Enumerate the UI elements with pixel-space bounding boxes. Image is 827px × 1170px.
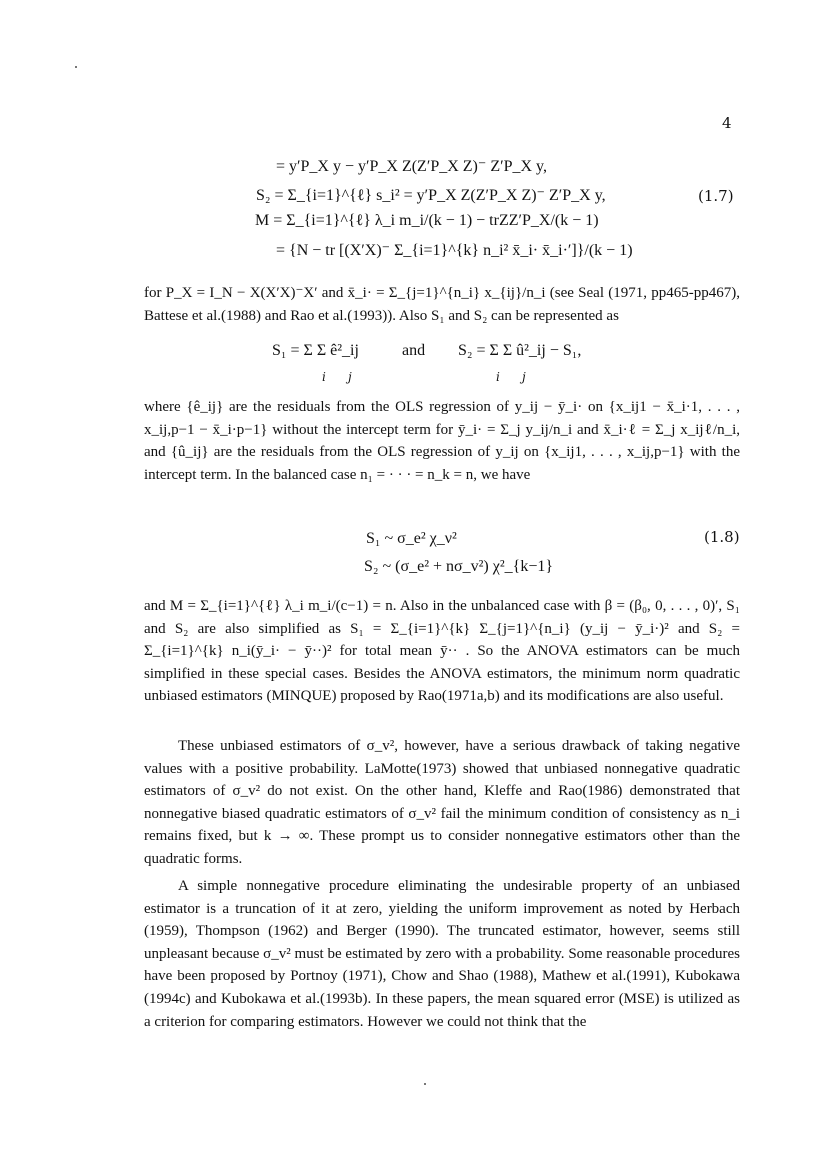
and-word: and bbox=[402, 342, 426, 359]
equation-1-7-line-2: S₂ = Σ_{i=1}^{ℓ} s_i² = y′P_X Z(Z′P_X Z)⁻ Z′P_X y, bbox=[256, 187, 606, 204]
page-number: 4 bbox=[722, 114, 732, 132]
equation-1-8-line-1: S₁ ~ σ_e² χ_ν² bbox=[366, 530, 457, 547]
sum-index-j: j bbox=[522, 370, 526, 384]
sum-index-i: i bbox=[322, 370, 326, 384]
sum-index-j: j bbox=[348, 370, 352, 384]
paragraph-3: and M = Σ_{i=1}^{ℓ} λ_i m_i/(c−1) = n. Also in the unbalanced case with β = (β₀, 0, . . . , 0)′, S₁ and S₂ are also simplified as S₁ = Σ_{i=1}^{k} Σ_{j=1}^{n_i} (y_ij − ȳ_i·)² and S₂ = Σ_{i=1}^{k} n_i(ȳ_i· − ȳ··)² for total mean ȳ·· . So the ANOVA estimators can be much simplified in these special cases. Besides the ANOVA estimators, the minimum norm quadratic unbiased estimators (MINQUE) proposed by Rao(1971a,b) and its modifications are also useful. bbox=[144, 598, 740, 705]
scan-speck bbox=[424, 1083, 426, 1085]
equation-1-7-line-1: = y′P_X y − y′P_X Z(Z′P_X Z)⁻ Z′P_X y, bbox=[276, 158, 548, 175]
equation-1-7-line-4: = {N − tr [(X′X)⁻ Σ_{i=1}^{k} n_i² x̄_i· x̄_i·′]}/(k − 1) bbox=[276, 242, 633, 259]
paragraph-4: These unbiased estimators of σ_v², however, have a serious drawback of taking negative values with a positive probability. LaMotte(1973) showed that unbiased nonnegative quadratic estimators of σ_v² do not exist. On the other hand, Kleffe and Rao(1986) demonstrated that nonnegative biased quadratic estimators of σ_v² fail the minimum condition of consistency as n_i remains fixed, but k → ∞. These prompt us to consider nonnegative estimators other than the quadratic forms. bbox=[144, 738, 740, 867]
equation-1-7-tag: (1.7) bbox=[698, 187, 734, 205]
equation-1-8-line-2: S₂ ~ (σ_e² + nσ_v²) χ²_{k−1} bbox=[364, 558, 554, 575]
paragraph-2: where {ê_ij} are the residuals from the OLS regression of y_ij − ȳ_i· on {x_ij1 − x̄_i·1, . . . , x_ij,p−1 − x̄_i·p−1} without the intercept term for ȳ_i· = Σ_j y_ij/n_i and x̄_i·ℓ = Σ_j x_ijℓ/n_i, and {û_ij} are the residuals from the OLS regression of y_ij on {x_ij1, . . . , x_ij,p−1} with the intercept term. In the balanced case n₁ = · · · = n_k = n, we have bbox=[144, 399, 740, 483]
scan-speck bbox=[75, 66, 77, 68]
s2-sum-expression: S₂ = Σ Σ û²_ij − S₁, bbox=[458, 342, 582, 359]
equation-1-8-tag: (1.8) bbox=[704, 528, 740, 546]
paragraph-5: A simple nonnegative procedure eliminating the undesirable property of an unbiased estimator is a truncation of it at zero, yielding the uniform improvement as noted by Herbach (1959), Thompson (1962) and Berger (1990). The truncated estimator, however, seems still unpleasant because σ_v² must be estimated by zero with a probability. Some reasonable procedures have been proposed by Portnoy (1971), Chow and Shao (1988), Mathew et al.(1991), Kubokawa (1994c) and Kubokawa et al.(1993b). In these papers, the mean squared error (MSE) is utilized as a criterion for comparing estimators. However we could not think that the bbox=[144, 878, 740, 1030]
paragraph-1: for P_X = I_N − X(X′X)⁻X′ and x̄_i· = Σ_{j=1}^{n_i} x_{ij}/n_i (see Seal (1971, pp465-pp467), Battese et al.(1988) and Rao et al.(1993)). Also S₁ and S₂ can be represented as bbox=[144, 285, 740, 324]
equation-1-7-line-3: M = Σ_{i=1}^{ℓ} λ_i m_i/(k − 1) − trZZ′P_X/(k − 1) bbox=[255, 212, 599, 229]
sum-index-i: i bbox=[496, 370, 500, 384]
s1-sum-expression: S₁ = Σ Σ ê²_ij bbox=[272, 342, 359, 359]
